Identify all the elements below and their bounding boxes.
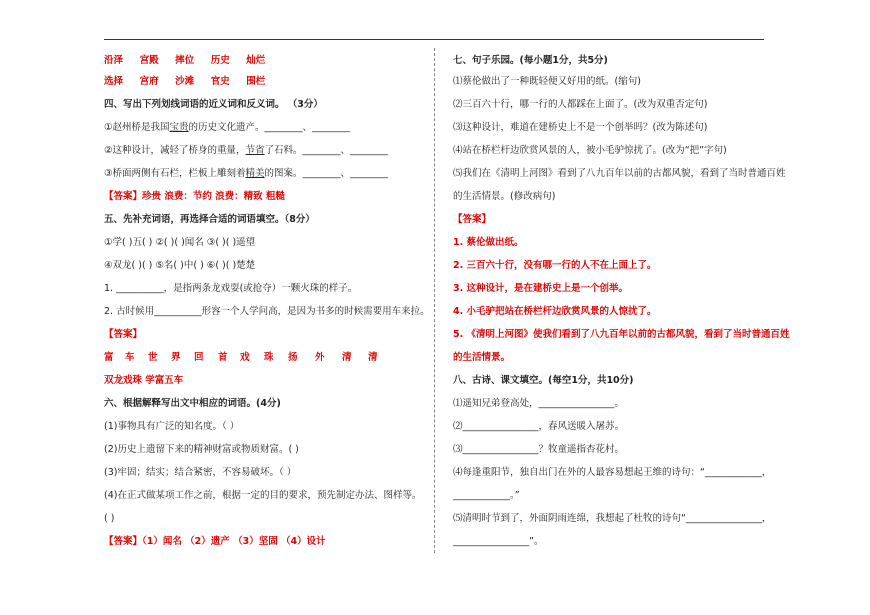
q6-item-2: (2)历史上遗留下来的精神财富或物质财富。( ) xyxy=(104,444,299,455)
q7-answer-1: 1. 蔡伦做出纸。 xyxy=(453,237,524,248)
answer-char: 外 xyxy=(315,352,325,363)
answer-char: 车 xyxy=(125,352,135,363)
q8-item-4-cont: ____________。” xyxy=(453,490,520,501)
q7-title: 七、句子乐园。(每小题1分，共5分) xyxy=(453,55,608,66)
answer-char: 珠 xyxy=(264,352,274,363)
answer-char: 富 xyxy=(104,352,114,363)
q5-sentence-2: 2. 古时候用__________形容一个人学问高，是因为书多的时候需要用车来拉。 xyxy=(104,306,430,317)
q7-item-2: ⑵三百六十行，哪一行的人都踩在上面了。(改为双重否定句) xyxy=(453,99,708,110)
q5-title: 五、先补充词语，再选择合适的词语填空。（8分） xyxy=(104,214,315,225)
q7-answer-5: 5. 《清明上河图》使我们看到了八九百年以前的古都风貌，看到了当时普通百姓 xyxy=(453,329,790,340)
q8-item-1: ⑴遥知兄弟登高处，________________。 xyxy=(453,398,625,409)
q7-item-5-cont: 的生活情景。(修改病句) xyxy=(453,191,556,202)
q7-item-5: ⑸我们在《清明上河图》看到了八九百年以前的古都风貌，看到了当时普通百姓 xyxy=(453,168,786,179)
q5-answer-row-2: 双龙戏珠 学富五车 xyxy=(104,375,184,386)
q8-title: 八、古诗、课文填空。(每空1分，共10分) xyxy=(453,375,634,386)
q4-item-2: ②这种设计，减轻了桥身的重量，节省了石料。________、________ xyxy=(104,145,389,156)
q4-item-1: ①赵州桥是我国宝贵的历史文化遗产。________、________ xyxy=(104,122,351,133)
q5-sentence-1: 1. __________，是指两条龙戏耍(或抢夺）一颗火珠的样子。 xyxy=(104,283,358,294)
answer-char: 清 xyxy=(368,352,378,363)
q5-row-2: ④双龙( )( ) ⑤名( )中( ) ⑥( )( )楚楚 xyxy=(104,260,256,271)
q7-answer-2: 2. 三百六十行，没有哪一行的人不在上面上了。 xyxy=(453,260,657,271)
words-row-2: 选择 宫府 沙滩 官史 围栏 xyxy=(104,76,266,87)
q7-item-4: ⑷站在桥栏杆边欣赏风景的人，被小毛驴惊扰了。(改为“把”字句) xyxy=(453,145,727,156)
answer-char: 清 xyxy=(342,352,352,363)
answer-char: 首 xyxy=(218,352,228,363)
q4-title: 四、写出下列划线词语的近义词和反义词。 （3分） xyxy=(104,99,323,110)
q6-answer: 【答案】（1）闻名 （2）遗产 （3）坚固 （4）设计 xyxy=(104,536,326,547)
answer-char: 界 xyxy=(171,352,181,363)
q7-item-1: ⑴蔡伦做出了一种既轻便又好用的纸。(缩句) xyxy=(453,76,641,87)
q6-item-1: (1)事物具有广泛的知名度。（ ） xyxy=(104,421,240,432)
q8-item-4: ⑷每逢重阳节，独自出门在外的人最容易想起王维的诗句：“____________， xyxy=(453,467,772,478)
q6-item-4: (4)在正式做某项工作之前，根据一定的目的要求，预先制定办法、图样等。 xyxy=(104,490,422,501)
q6-item-3: (3)牢固；结实；结合紧密，不容易破坏。（ ） xyxy=(104,467,297,478)
q4-answer: 【答案】珍贵 浪费：节约 浪费：精致 粗糙 xyxy=(104,191,285,202)
words-row-1: 沿泽 宫殿 摔位 历史 灿烂 xyxy=(104,55,266,66)
answer-char: 世 xyxy=(148,352,158,363)
answer-char: 扬 xyxy=(288,352,298,363)
q6-item-4-blank: ( ) xyxy=(104,513,115,524)
q7-answer-label: 【答案】 xyxy=(453,214,492,225)
q6-title: 六、根据解释写出文中相应的词语。(4分) xyxy=(104,398,281,409)
q4-item-3: ③桥面两侧有石栏，栏板上雕刻着精美的图案。________、________ xyxy=(104,168,389,179)
q8-item-5-cont: ________________”。 xyxy=(453,536,544,547)
answer-char: 回 xyxy=(194,352,204,363)
q8-item-2: ⑵________________，春风送暖入屠苏。 xyxy=(453,421,625,432)
answer-char: 戏 xyxy=(240,352,250,363)
q7-answer-5-cont: 的生活情景。 xyxy=(453,352,511,363)
q7-answer-4: 4. 小毛驴把站在桥栏杆边欣赏风景的人惊扰了。 xyxy=(453,306,657,317)
q7-item-3: ⑶这种设计，难道在建桥史上不是一个创举吗？(改为陈述句) xyxy=(453,122,708,133)
q5-row-1: ①学( )五( ) ②( )( )闻名 ③( )( )遥望 xyxy=(104,237,256,248)
q8-item-3: ⑶________________？牧童遥指杏花村。 xyxy=(453,444,625,455)
q7-answer-3: 3. 这种设计，是在建桥史上是一个创举。 xyxy=(453,283,629,294)
top-rule xyxy=(104,39,764,40)
column-divider xyxy=(434,48,435,553)
q5-answer-label: 【答案】 xyxy=(104,329,143,340)
q8-item-5: ⑸清明时节到了，外面阴雨连绵，我想起了杜牧的诗句“________________， xyxy=(453,513,772,524)
